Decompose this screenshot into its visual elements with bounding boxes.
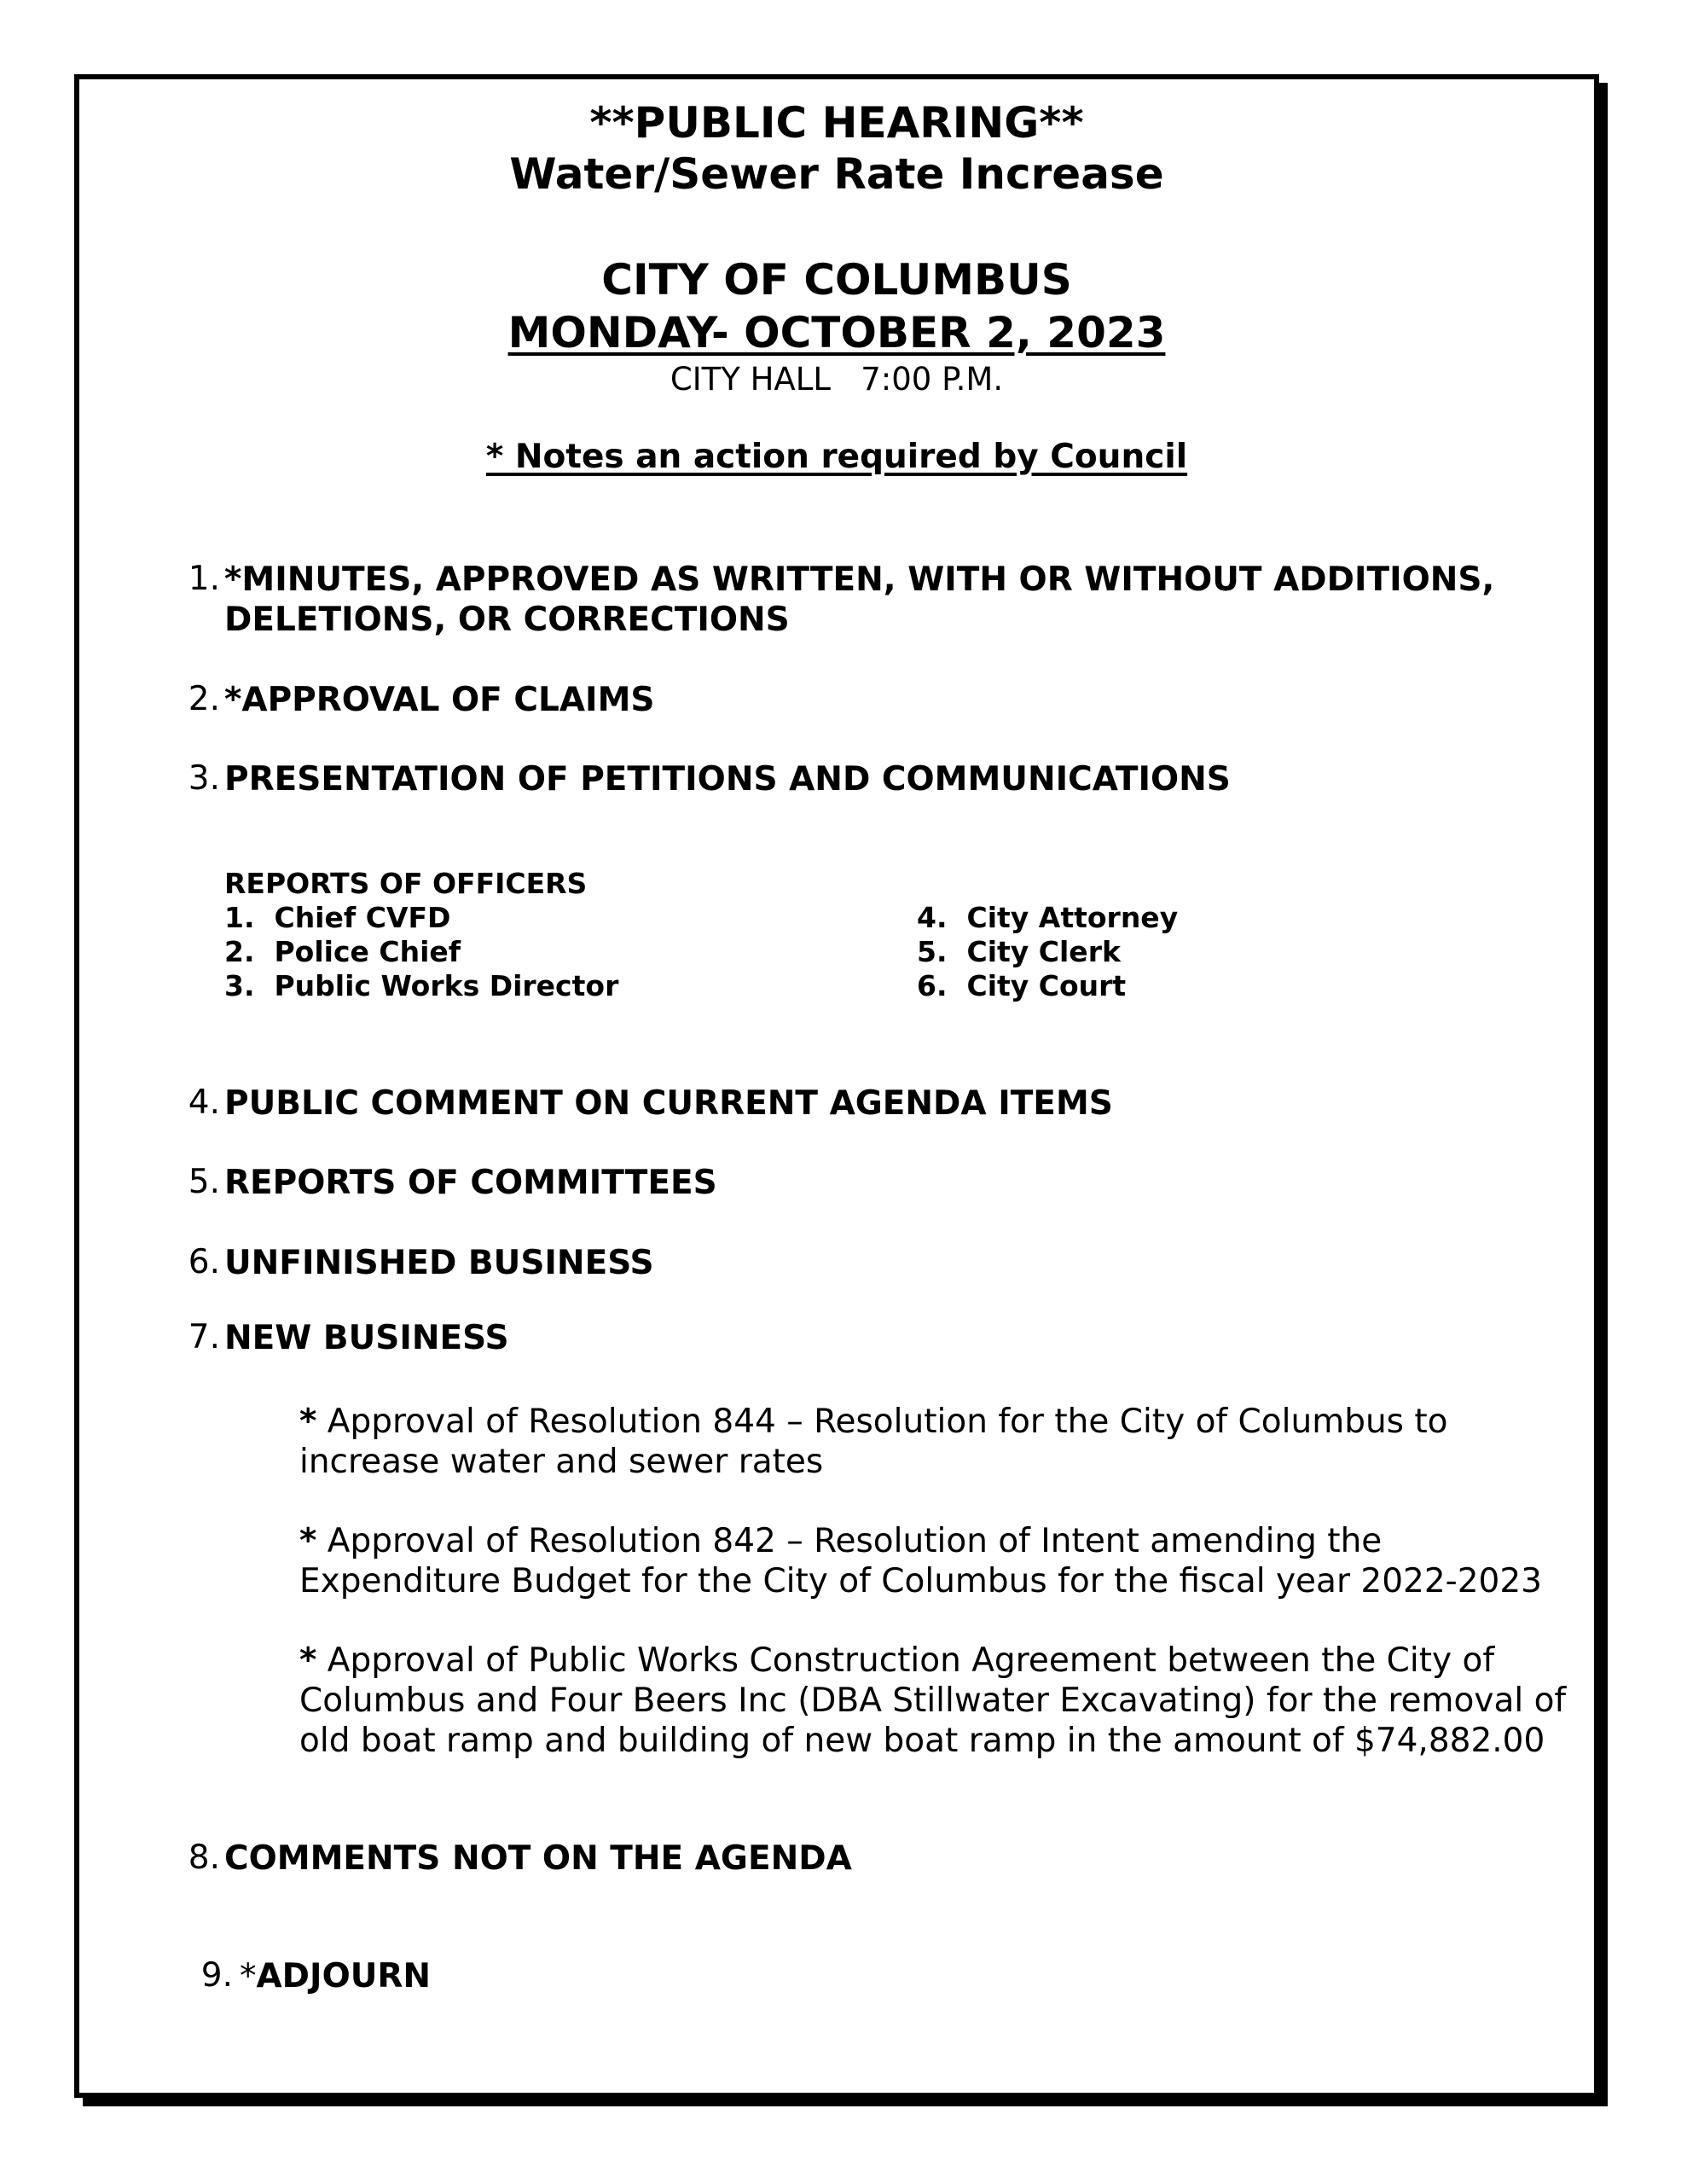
agenda-item-minutes: *MINUTES, APPROVED AS WRITTEN, WITH OR WITHOUT ADDITIONS, DELETIONS, OR CORRECTIONS — [224, 561, 1495, 639]
report-officer: 4. City Attorney — [917, 901, 1179, 934]
agenda-item-committees: REPORTS OF COMMITTEES — [224, 1164, 717, 1202]
report-officer: 1. Chief CVFD — [224, 901, 451, 934]
meeting-date: MONDAY- OCTOBER 2, 2023 — [507, 308, 1166, 357]
item-number: 1. — [188, 560, 220, 598]
item-number: 5. — [188, 1163, 220, 1201]
hearing-title: **PUBLIC HEARING** — [589, 98, 1084, 148]
item-number: 2. — [188, 680, 220, 718]
agenda-item-comments: COMMENTS NOT ON THE AGENDA — [224, 1839, 852, 1878]
reports-title: REPORTS OF OFFICERS — [224, 867, 588, 900]
agenda-item-unfinished: UNFINISHED BUSINESS — [224, 1244, 654, 1282]
item-number: 3. — [188, 759, 220, 798]
agenda-page-frame — [74, 74, 1599, 2098]
hearing-subtitle: Water/Sewer Rate Increase — [509, 149, 1164, 199]
new-business-resolution-844: * Approval of Resolution 844 – Resolution for the City of Columbus to increase water and sewer rates — [299, 1403, 1448, 1481]
agenda-item-new-business: NEW BUSINESS — [224, 1319, 509, 1357]
new-business-resolution-842: * Approval of Resolution 842 – Resolution of Intent amending the Expenditure Budget for the City of Columbus for the fiscal year 2022-2023 — [299, 1522, 1542, 1600]
item-number: 7. — [188, 1318, 220, 1356]
new-business-boat-ramp: * Approval of Public Works Construction Agreement between the City of Columbus and Four Beers Inc (DBA Stillwater Excavating) for the removal of old boat ramp and building of new boat ramp in the amount of $74,882.00 — [299, 1641, 1567, 1760]
item-number: 4. — [188, 1083, 220, 1122]
agenda-item-petitions: PRESENTATION OF PETITIONS AND COMMUNICATIONS — [224, 760, 1231, 799]
agenda-item-public-comment: PUBLIC COMMENT ON CURRENT AGENDA ITEMS — [224, 1084, 1113, 1123]
agenda-item-claims: *APPROVAL OF CLAIMS — [224, 681, 655, 719]
report-officer: 6. City Court — [917, 969, 1127, 1002]
city-name: CITY OF COLUMBUS — [601, 255, 1072, 305]
item-number: 9. — [200, 1956, 233, 1995]
item-number: 8. — [188, 1838, 220, 1877]
meeting-location-time: CITY HALL 7:00 P.M. — [670, 361, 1004, 398]
item-number: 6. — [188, 1243, 220, 1281]
report-officer: 3. Public Works Director — [224, 969, 619, 1002]
report-officer: 5. City Clerk — [917, 935, 1121, 968]
agenda-item-adjourn: *ADJOURN — [240, 1957, 432, 1995]
report-officer: 2. Police Chief — [224, 935, 461, 968]
action-note: * Notes an action required by Council — [485, 438, 1188, 476]
